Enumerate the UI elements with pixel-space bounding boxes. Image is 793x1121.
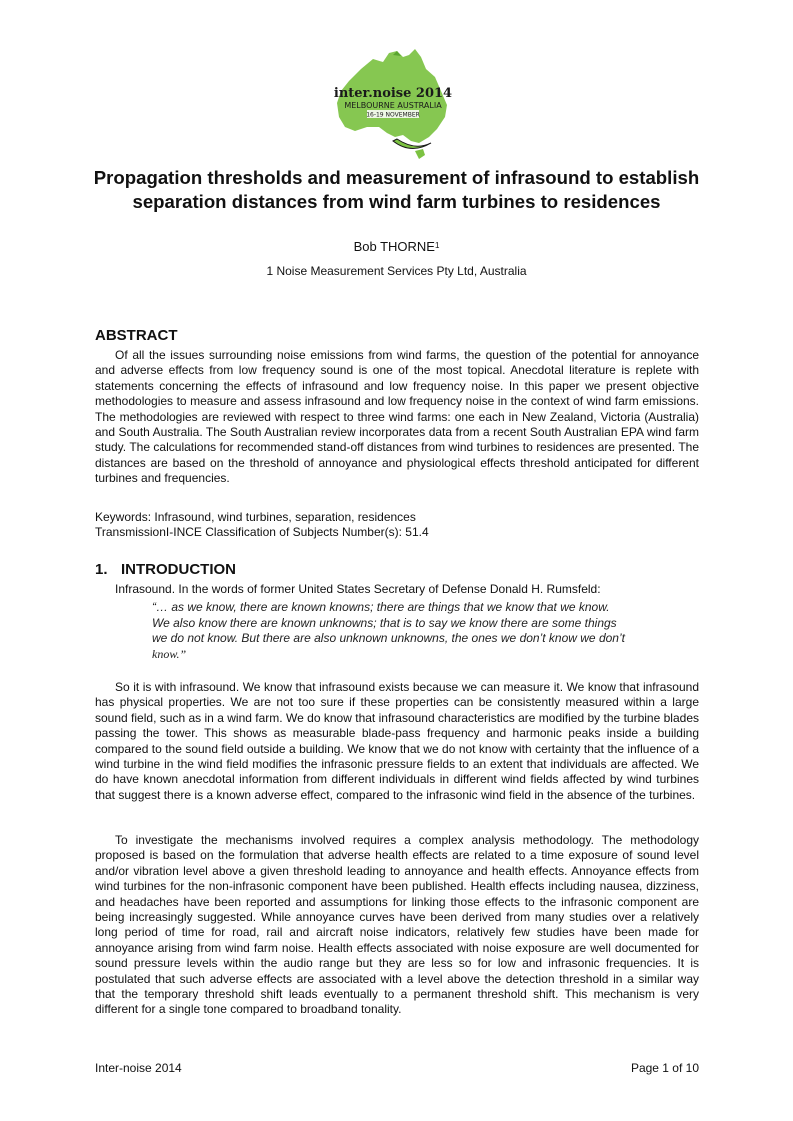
paper-title [70, 166, 723, 213]
quote-line: we do not know. But there are also unknown unknowns, the ones we don’t know we don’t [152, 631, 625, 645]
footer-page-number: Page 1 of 10 [630, 1061, 699, 1075]
author-affiliation-mark: 1 [434, 241, 440, 250]
intro-paragraph-2: To investigate the mechanisms involved requires a complex analysis methodology. The methodology proposed is based on the formulation that adverse health effects are related to a time exposure of sound level and/or vibration level above a given threshold leading to annoyance and health effects. Annoyance effects from wind turbines for the non-infrasonic component have been published. Health effects including nausea, dizziness, and headaches have been reported and assumptions for linking those effects to the infrasonic component are being increasingly suggested. While annoyance curves have been derived from many studies over a relatively long period of time for road, rail and aircraft noise indicators, relatively few studies have been made for annoyance arising from wind farm noise. Health effects associated with noise exposure are well documented for sound pressure levels within the audio range but they are less so for low and infrasonic frequencies. It is postulated that such adverse effects are associated with a level above the detection threshold in a similar way that the temporary threshold shift leads eventually to a permanent threshold shift. This mechanism is very different for a single tone compared to broadband tonality. [95, 833, 699, 1017]
title-line-1: Propagation thresholds and measurement of infrasound to establish [93, 167, 700, 188]
quote-lead: Infrasound. In the words of former United States Secretary of Defense Donald H. Rumsfeld: [115, 582, 601, 596]
abstract-heading: ABSTRACT [95, 327, 178, 344]
conference-logo [331, 47, 457, 165]
abstract-text: Of all the issues surrounding noise emissions from wind farms, the question of the potential for annoyance and adverse effects from low frequency sound is one of the most topical. Anecdotal literature is replete with statements concerning the effects of infrasound and low frequency noise. In this paper we present objective methodologies to measure and assess infrasound and low frequency noise in the context of wind farm emissions. The methodologies are reviewed with respect to three wind farms: one each in New Zealand, Victoria (Australia) and South Australia. The South Australian review incorporates data from a recent South Australian EPA wind farm study. The calculations for recommended stand-off distances from wind turbines to residences are presented. The distances are based on the threshold of annoyance and physiological effects threshold anticipated for different turbines and frequencies. [95, 348, 699, 486]
intro-paragraph-1: So it is with infrasound. We know that infrasound exists because we can measure it. We know that infrasound has physical properties. We are not too sure if these properties can be consistently measured within a large sound field, such as in a wind farm. We do know that infrasound characteristics are modified by the turbine blades passing the tower. This shows as measurable blade-pass frequency and harmonic peaks inside a building compared to the sound field outside a building. We know that we do not know with certainty that the influence of a wind turbine in the wind field modifies the infrasonic pressure fields to an extent that individuals are affected. We do have known anecdotal information from different individuals in different wind fields affected by wind turbines that suggest there is a known adverse effect, compared to the infrasonic wind field in the absence of the turbines. [95, 680, 699, 802]
quote-line: know.” [152, 646, 187, 661]
title-line-2: separation distances from wind farm turbines to residences [132, 190, 661, 212]
classification: TransmissionI-INCE Classification of Subjects Number(s): 51.4 [95, 525, 429, 539]
logo-line2: MELBOURNE AUSTRALIA [344, 101, 442, 110]
affiliation: 1 Noise Measurement Services Pty Ltd, Australia [266, 264, 527, 278]
quote-line: We also know there are known unknowns; that is to say we know there are some things [152, 615, 617, 630]
logo-line3: 16-19 NOVEMBER [366, 111, 420, 119]
author [0, 239, 793, 255]
section-number: 1. [95, 561, 108, 578]
rumsfeld-quote [152, 600, 652, 662]
logo-line1: inter.noise 2014 [333, 86, 453, 101]
introduction-heading [95, 561, 236, 579]
keywords: Keywords: Infrasound, wind turbines, separation, residences [95, 510, 416, 524]
footer-conference: Inter-noise 2014 [95, 1061, 182, 1075]
australia-map-logo-icon [331, 47, 457, 165]
section-title: INTRODUCTION [121, 561, 236, 578]
quote-line: “… as we know, there are known knowns; there are things that we know that we know. [152, 600, 610, 614]
author-name: Bob THORNE [353, 239, 435, 254]
